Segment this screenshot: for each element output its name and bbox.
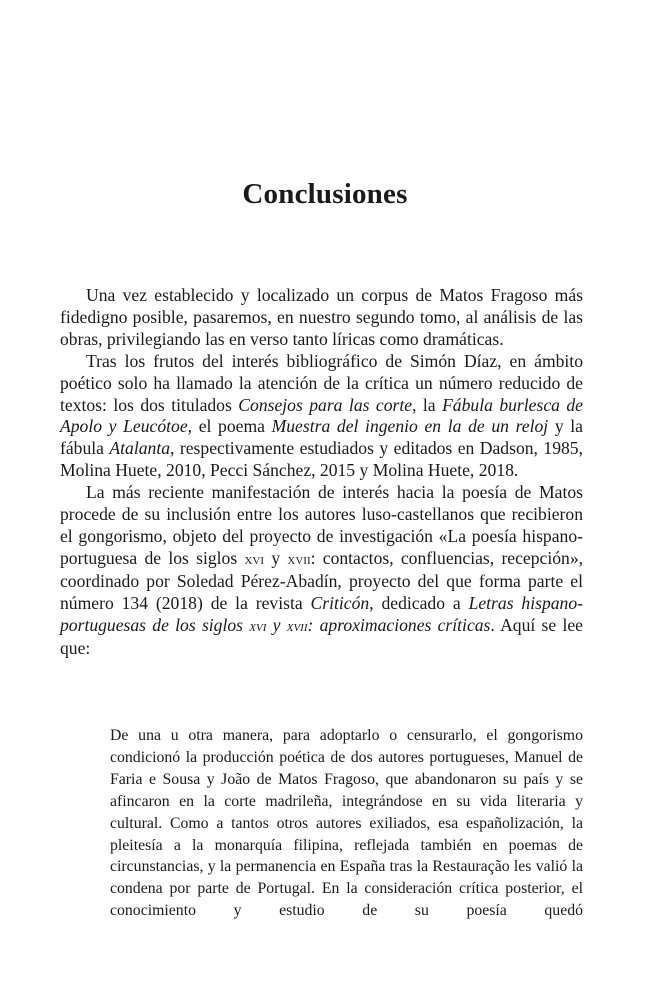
text-segment: xvii [286, 617, 308, 635]
text-segment: y [264, 547, 288, 568]
paragraph-2 [60, 351, 583, 482]
chapter-title: Conclusiones [242, 178, 408, 210]
text-segment: Una vez establecido y localizado un corpus de Matos Fragoso más fidedigno posible, pasaremos, en nuestro segundo tomo, al análisis de las obras, privilegiando las en verso tanto líricas como dramáticas. [60, 285, 583, 349]
text-segment: , la [412, 394, 443, 415]
text-segment: : aproximaciones críticas [307, 614, 491, 635]
text-segment: : contactos, confluencias, recepción», coordinado por Soledad Pérez-Abadín, proyecto del que forma parte el número 134 (2018) de la revista [60, 547, 584, 613]
text-segment: xvii [287, 550, 311, 568]
text-segment: Criticón [310, 592, 370, 613]
text-segment: y la fábula [60, 416, 583, 459]
text-segment: Fábula burlesca de Apolo y Leucótoe [60, 394, 583, 437]
text-segment: Tras los frutos del interés bibliográfico de Simón Díaz, en ámbito poético solo ha llamado la atención de la crítica un número reducido de textos: los dos titulados [60, 350, 583, 415]
text-segment: . Aquí se lee que: [60, 614, 583, 658]
text-segment: Consejos para las corte [238, 394, 413, 415]
paragraph-3 [60, 482, 583, 659]
text-segment: , respectivamente estudiados y editados en Dadson, 1985, Molina Huete, 2010, Pecci Sánchez, 2015 y Molina Huete, 2018. [60, 438, 583, 481]
text-segment: , el poema [187, 416, 272, 437]
block-quote-text: De una u otra manera, para adoptarlo o censurarlo, el gongorismo condicionó la producción poética de dos autores portugueses, Manuel de Faria e Sousa y João de Matos Fragoso, que abandonaron su país y se afincaron en la corte madrileña, integrándose en su vida literaria y cultural. Como a tantos otros autores exiliados, esa españolización, la pleitesía a la monarquía filipina, reflejada también en poemas de circunstancias, y la permanencia en España tras la Restauração les valió la condena por parte de Portugal. En la consideración crítica posterior, el conocimiento y estudio de su poesía quedó [110, 727, 583, 920]
body-text [60, 285, 583, 659]
text-segment: xvi [244, 550, 265, 568]
text-segment: , dedicado a [369, 592, 469, 613]
paragraph-1 [60, 285, 583, 351]
text-segment: y [266, 614, 287, 635]
text-segment: Atalanta [109, 438, 171, 459]
text-segment: La más reciente manifestación de interés hacia la poesía de Matos procede de su inclusión entre los autores luso-castellanos que recibieron el gongorismo, objeto del proyecto de investigación «La poesía hispano-portuguesa de los siglos [60, 482, 583, 568]
text-segment: xvi [249, 617, 267, 635]
block-quote [110, 725, 583, 922]
text-segment: Letras hispano-portuguesas de los siglos [60, 592, 583, 635]
text-segment: Muestra del ingenio en la de un reloj [271, 416, 549, 437]
